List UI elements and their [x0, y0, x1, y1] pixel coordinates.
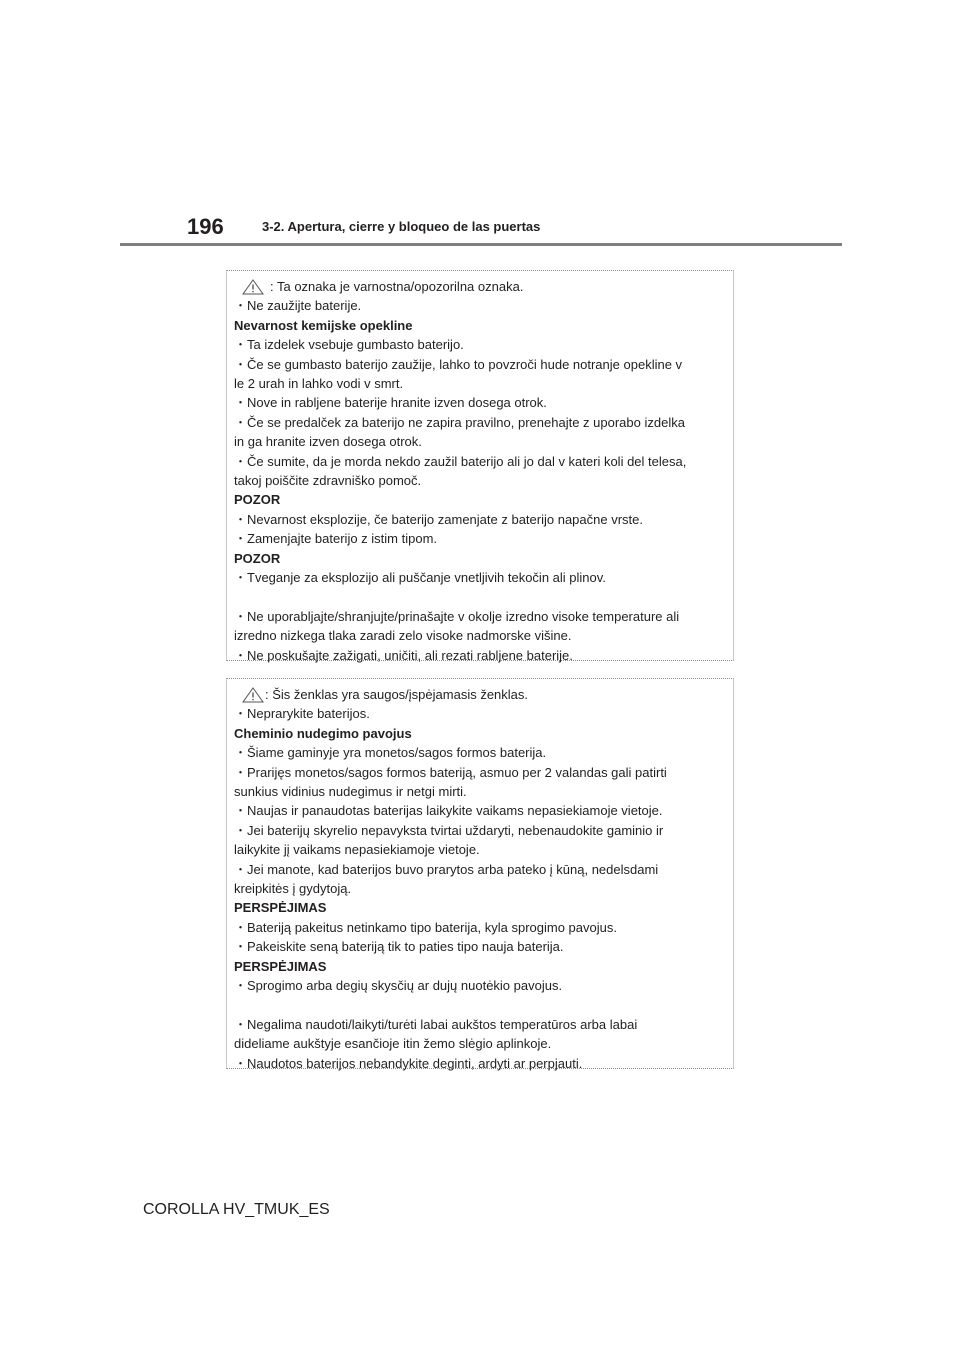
- warning-box-lines: [234, 296, 733, 665]
- warning-text-line: ・Če se gumbasto baterijo zaužije, lahko to povzroči hude notranje opekline v: [234, 356, 683, 372]
- warning-text-line: laikykite jį vaikams nepasiekiamoje vietoje.: [234, 842, 480, 858]
- warning-text-line: ・Če se predalček za baterijo ne zapira pravilno, prenehajte z uporabo izdelka: [234, 414, 685, 430]
- warning-box-title: [234, 277, 733, 296]
- warning-text-line: ・Pakeiskite seną bateriją tik to paties tipo nauja baterija.: [234, 939, 564, 955]
- warning-heading: Nevarnost kemijske opekline: [234, 317, 413, 333]
- warning-box-slovenian: [226, 270, 734, 661]
- warning-text-line: kreipkitės į gydytoją.: [234, 881, 352, 897]
- warning-text-line: ・Naujas ir panaudotas baterijas laikykite vaikams nepasiekiamoje vietoje.: [234, 803, 663, 819]
- warning-text-line: ・Jei baterijų skyrelio nepavyksta tvirtai uždaryti, nebenaudokite gaminio ir: [234, 822, 664, 838]
- warning-text-line: ・Nevarnost eksplozije, če baterijo zamenjate z baterijo napačne vrste.: [234, 511, 643, 527]
- footer-model-code: COROLLA HV_TMUK_ES: [143, 1201, 330, 1218]
- warning-text-line: ・Prarijęs monetos/sagos formos bateriją, asmuo per 2 valandas gali patirti: [234, 764, 667, 780]
- section-title: 3-2. Apertura, cierre y bloqueo de las puertas: [262, 219, 541, 234]
- warning-text-line: ・Šiame gaminyje yra monetos/sagos formos baterija.: [234, 745, 547, 761]
- warning-triangle-icon: [242, 279, 264, 295]
- warning-box-title-text: : Ta oznaka je varnostna/opozorilna oznaka.: [270, 279, 524, 294]
- warning-box-title: [234, 685, 733, 704]
- warning-text-line: le 2 urah in lahko vodi v smrt.: [234, 376, 404, 392]
- warning-text-line: ・Ne zaužijte baterije.: [234, 298, 362, 314]
- header-rule: [120, 243, 842, 246]
- warning-text-line: ・Negalima naudoti/laikyti/turėti labai aukštos temperatūros arba labai: [234, 1016, 638, 1032]
- warning-text-line: ・Nove in rabljene baterije hranite izven dosega otrok.: [234, 395, 547, 411]
- warning-text-line: [234, 996, 733, 1015]
- warning-text-line: takoj poiščite zdravniško pomoč.: [234, 473, 422, 489]
- warning-text-line: ・Neprarykite baterijos.: [234, 706, 370, 722]
- warning-text-line: sunkius vidinius nudegimus ir netgi mirti.: [234, 784, 467, 800]
- warning-box-lithuanian: [226, 678, 734, 1069]
- warning-text-line: [234, 588, 733, 607]
- warning-text-line: dideliame aukštyje esančioje itin žemo slėgio aplinkoje.: [234, 1036, 552, 1052]
- warning-text-line: ・Tveganje za eksplozijo ali puščanje vnetljivih tekočin ali plinov.: [234, 570, 606, 586]
- warning-text-line: ・Jei manote, kad baterijos buvo prarytos arba pateko į kūną, nedelsdami: [234, 861, 659, 877]
- warning-text-line: ・Zamenjajte baterijo z istim tipom.: [234, 531, 438, 547]
- warning-text-line: ・Bateriją pakeitus netinkamo tipo baterija, kyla sprogimo pavojus.: [234, 919, 617, 935]
- warning-box-lines: [234, 704, 733, 1073]
- warning-heading: POZOR: [234, 492, 281, 508]
- warning-triangle-icon: [242, 687, 264, 703]
- warning-heading: PERSPĖJIMAS: [234, 958, 327, 974]
- warning-text-line: ・Ta izdelek vsebuje gumbasto baterijo.: [234, 337, 464, 353]
- warning-heading: PERSPĖJIMAS: [234, 900, 327, 916]
- warning-heading: POZOR: [234, 550, 281, 566]
- warning-heading: Cheminio nudegimo pavojus: [234, 725, 412, 741]
- warning-text-line: ・Sprogimo arba degių skysčių ar dujų nuotėkio pavojus.: [234, 978, 563, 994]
- warning-text-line: ・Naudotos baterijos nebandykite deginti, ardyti ar perpjauti.: [234, 1055, 583, 1071]
- warning-text-line: in ga hranite izven dosega otrok.: [234, 434, 422, 450]
- warning-text-line: izredno nizkega tlaka zaradi zelo visoke nadmorske višine.: [234, 628, 572, 644]
- warning-text-line: ・Ne poskušajte zažigati, uničiti, ali rezati rabljene baterije.: [234, 647, 573, 663]
- page-number: 196: [187, 214, 224, 239]
- warning-text-line: ・Ne uporabljajte/shranjujte/prinašajte v okolje izredno visoke temperature ali: [234, 608, 680, 624]
- warning-text-line: ・Če sumite, da je morda nekdo zaužil baterijo ali jo dal v kateri koli del telesa,: [234, 453, 687, 469]
- warning-box-title-text: : Šis ženklas yra saugos/įspėjamasis ženklas.: [265, 687, 529, 702]
